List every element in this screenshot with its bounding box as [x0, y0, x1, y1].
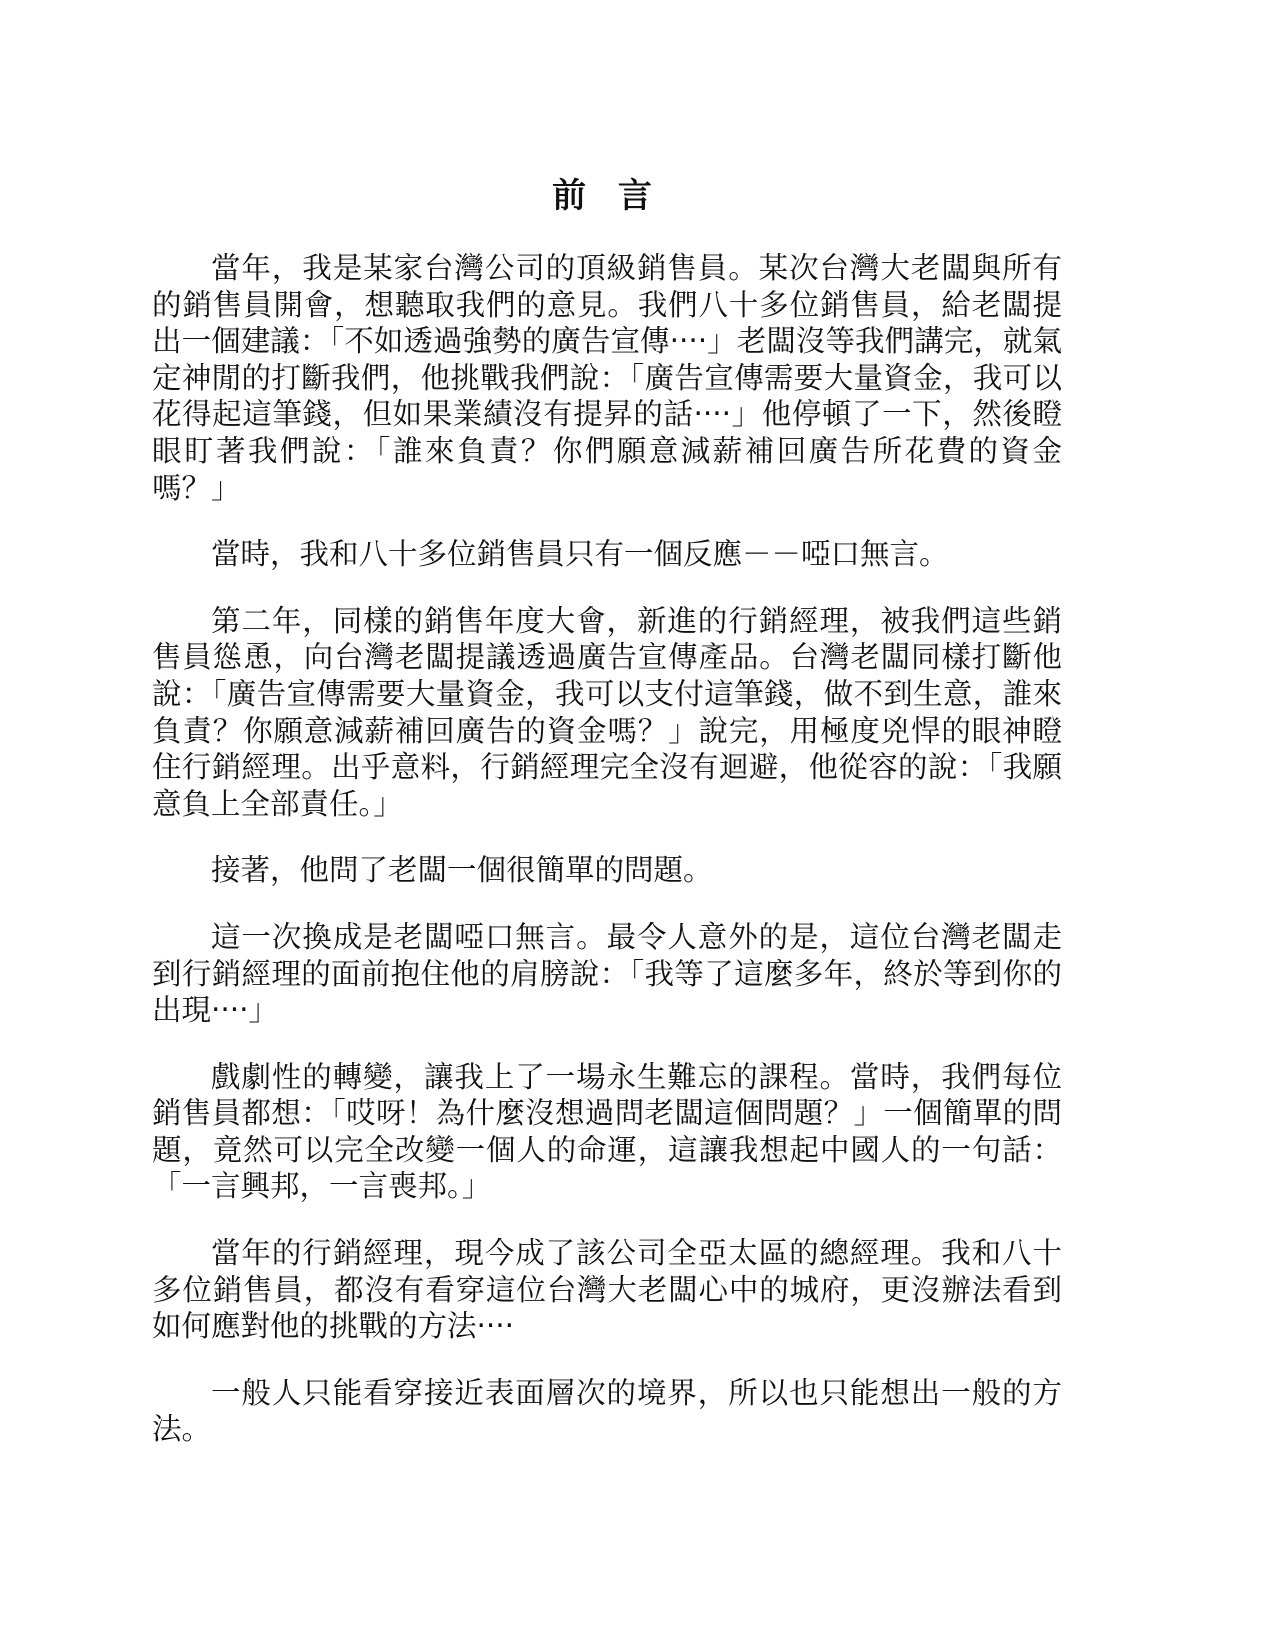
paragraph-7: 當年的行銷經理，現今成了該公司全亞太區的總經理。我和八十多位銷售員，都沒有看穿這位台灣大老闆心中的城府，更沒辦法看到如何應對他的挑戰的方法‧‧‧‧	[152, 1236, 1062, 1344]
paragraph-1: 當年，我是某家台灣公司的頂級銷售員。某次台灣大老闆與所有的銷售員開會，想聽取我們的意見。我們八十多位銷售員，給老闆提出一個建議：「不如透過強勢的廣告宣傳‧‧‧‧」老闆沒等我們講完，就氣定神閒的打斷我們，他挑戰我們說：「廣告宣傳需要大量資金，我可以花得起這筆錢，但如果業績沒有提昇的話‧‧‧‧」他停頓了一下，然後瞪眼盯著我們說：「誰來負責？你們願意減薪補回廣告所花費的資金嗎？」	[152, 251, 1062, 505]
paragraph-4: 接著，他問了老闆一個很簡單的問題。	[211, 853, 713, 888]
paragraph-6: 戲劇性的轉變，讓我上了一場永生難忘的課程。當時，我們每位銷售員都想：「哎呀！為什麼沒想過問老闆這個問題？」一個簡單的問題，竟然可以完全改變一個人的命運，這讓我想起中國人的一句話：「一言興邦，一言喪邦。」	[152, 1059, 1062, 1204]
page-title: 前 言	[552, 176, 662, 216]
paragraph-2: 當時，我和八十多位銷售員只有一個反應－－啞口無言。	[211, 537, 949, 572]
document-page	[152, 170, 1062, 1478]
paragraph-5: 這一次換成是老闆啞口無言。最令人意外的是，這位台灣老闆走到行銷經理的面前抱住他的肩膀說：「我等了這麼多年，終於等到你的出現‧‧‧‧」	[152, 919, 1062, 1028]
paragraph-3: 第二年，同樣的銷售年度大會，新進的行銷經理，被我們這些銷售員慫恿，向台灣老闆提議透過廣告宣傳產品。台灣老闆同樣打斷他說：「廣告宣傳需要大量資金，我可以支付這筆錢，做不到生意，誰來負責？你願意減薪補回廣告的資金嗎？」說完，用極度兇悍的眼神瞪住行銷經理。出乎意料，行銷經理完全沒有迴避，他從容的說：「我願意負上全部責任。」	[152, 603, 1062, 821]
paragraph-8: 一般人只能看穿接近表面層次的境界，所以也只能想出一般的方法。	[152, 1375, 1062, 1447]
